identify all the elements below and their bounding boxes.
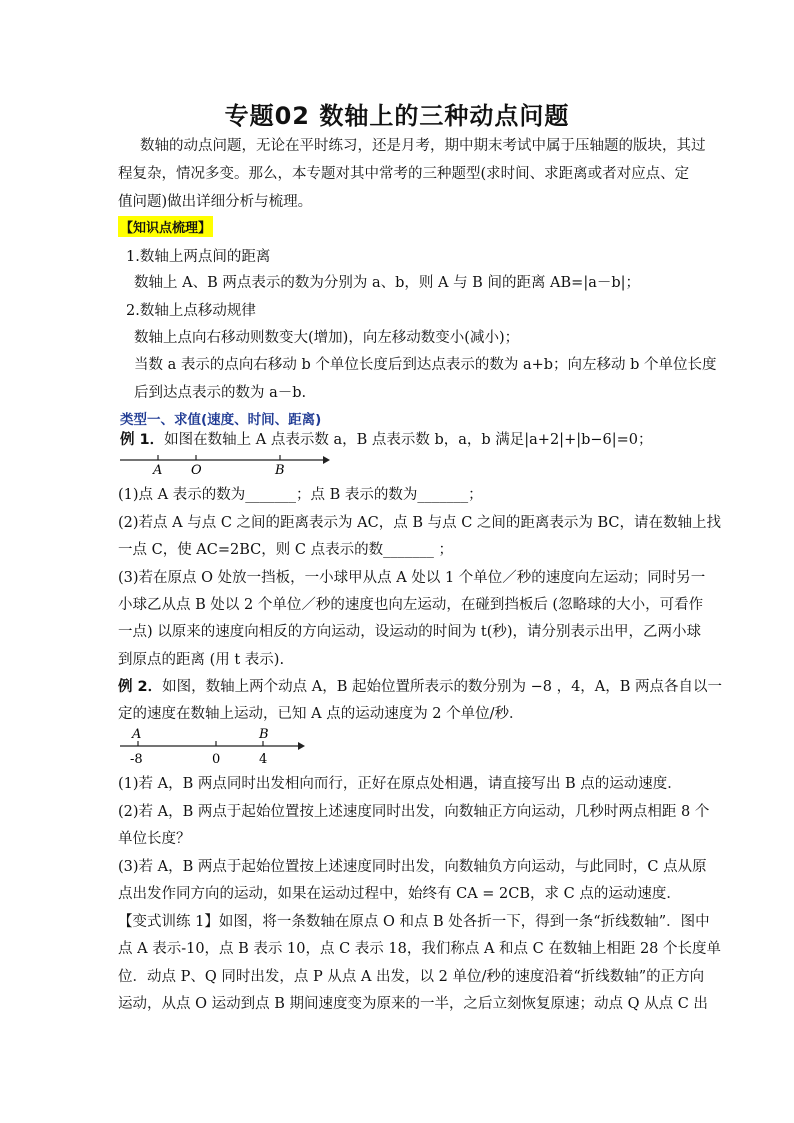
tick-label-0: 0 [212, 752, 221, 767]
example1-number-line [118, 448, 333, 478]
variant-line-3: 位．动点 P、Q 同时出发，点 P 从点 A 出发，以 2 单位/秒的速度沿着“折线数轴”的正方向 [118, 969, 705, 985]
type1-heading: 类型一、求值(速度、时间、距离) [120, 412, 322, 428]
example2-label: 例 2． [118, 679, 163, 695]
page-title: 专题02 数轴上的三种动点问题 [224, 102, 570, 130]
example1-q3-line-1: (3)若在原点 O 处放一挡板，一小球甲从点 A 处以 1 个单位／秒的速度向左运动；同时另一 [118, 570, 706, 586]
example1-q1: (1)点 A 表示的数为_______；点 B 表示的数为_______； [118, 487, 483, 503]
axis-arrow [323, 456, 330, 464]
example2-number-line [118, 726, 313, 768]
example1-q3-line-2: 小球乙从点 B 处以 2 个单位／秒的速度也向左运动，在碰到挡板后 (忽略球的大小，可看作 [118, 597, 704, 613]
example1-label: 例 1． [120, 432, 165, 448]
example2-q3-line-2: 点出发作同方向的运动，如果在运动过程中，始终有 CA = 2CB，求 C 点的运动速度． [118, 886, 681, 902]
variant-line-4: 运动，从点 O 运动到点 B 期间速度变为原来的一半，之后立刻恢复原速；动点 Q 从点 C 出 [118, 996, 708, 1012]
point-label-b: B [275, 463, 285, 478]
example2-q2-line-1: (2)若 A，B 两点于起始位置按上述速度同时出发，向数轴正方向运动，几秒时两点相距 8 个 [118, 804, 710, 820]
point-label-a: A [153, 463, 163, 478]
point-label-a: A [132, 727, 142, 742]
variant-line-2: 点 A 表示-10，点 B 表示 10，点 C 表示 18，我们称点 A 和点 C 在数轴上相距 28 个长度单 [118, 941, 722, 957]
point-label-b: B [259, 727, 269, 742]
example2-q2-line-2: 单位长度？ [118, 831, 191, 847]
axis-arrow [298, 742, 305, 750]
example1-q2-line-1: (2)若点 A 与点 C 之间的距离表示为 AC，点 B 与点 C 之间的距离表示为 BC，请在数轴上找 [118, 515, 722, 531]
point-label-o: O [191, 463, 202, 478]
example1-q2-line-2: 一点 C，使 AC=2BC，则 C 点表示的数_______ ； [118, 542, 453, 558]
knowledge-line-1: 1.数轴上两点间的距离 [126, 249, 271, 265]
example1-stem: 如图在数轴上 A 点表示数 a，B 点表示数 b，a，b 满足|a+2|+|b−6|=0； [164, 432, 653, 448]
example1-stem-line [120, 428, 653, 449]
example2-stem-1: 如图，数轴上两个动点 A，B 起始位置所表示的数分别为 −8 ，4，A，B 两点各自以一 [162, 679, 723, 695]
knowledge-line-3: 2.数轴上点移动规律 [126, 303, 256, 319]
knowledge-line-5: 当数 a 表示的点向右移动 b 个单位长度后到达点表示的数为 a+b；向左移动 b 个单位长度 [134, 357, 717, 373]
tick-label-neg8: -8 [130, 752, 143, 767]
intro-line-1: 数轴的动点问题，无论在平时练习，还是月考，期中期末考试中属于压轴题的版块，其过 [140, 138, 706, 154]
knowledge-line-4: 数轴上点向右移动则数变大(增加)，向左移动数变小(减小)； [134, 330, 520, 346]
knowledge-line-6: 后到达点表示的数为 a－b. [134, 385, 307, 401]
example1-q3-line-3: 一点) 以原来的速度向相反的方向运动，设运动的时间为 t(秒)，请分别表示出甲，乙两小球 [118, 624, 702, 640]
variant-line-1: 【变式训练 1】如图，将一条数轴在原点 O 和点 B 处各折一下，得到一条“折线数轴”．图中 [118, 914, 710, 930]
example2-q3-line-1: (3)若 A，B 两点于起始位置按上述速度同时出发，向数轴负方向运动，与此同时，C 点从原 [118, 859, 707, 875]
intro-line-2: 程复杂，情况多变。那么，本专题对其中常考的三种题型(求时间、求距离或者对应点、定 [118, 166, 690, 182]
example2-q1: (1)若 A，B 两点同时出发相向而行，正好在原点处相遇，请直接写出 B 点的运动速度． [118, 776, 682, 792]
example1-q3-line-4: 到原点的距离 (用 t 表示). [118, 652, 285, 668]
knowledge-header: 【知识点梳理】 [118, 216, 213, 237]
intro-line-3: 值问题)做出详细分析与梳理。 [118, 194, 313, 210]
example2-stem-line-2: 定的速度在数轴上运动，已知 A 点的运动速度为 2 个单位/秒． [118, 706, 524, 722]
example2-stem-line-1 [118, 675, 722, 696]
knowledge-line-2: 数轴上 A、B 两点表示的数为分别为 a、b，则 A 与 B 间的距离 AB=|a－b|； [134, 275, 641, 291]
tick-label-4: 4 [259, 752, 268, 767]
